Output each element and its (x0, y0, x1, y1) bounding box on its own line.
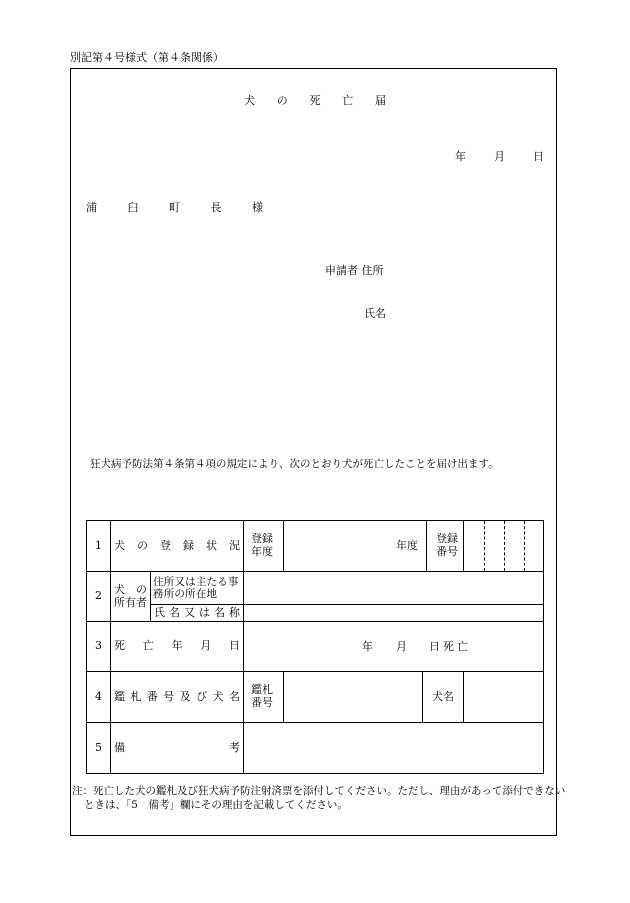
note-line-2: ときは、「5 備考」欄にその理由を記載してください。 (84, 799, 348, 811)
digit-divider (504, 521, 505, 571)
tag-and-name-label: 鑑 札 番 号 及 び 犬 名 (111, 672, 244, 723)
header-ref: 別記第４号様式（第４条関係） (70, 51, 224, 64)
death-date-label: 死 亡 年 月 日 (111, 622, 244, 672)
remarks-label: 備 考 (111, 723, 244, 774)
death-date-field[interactable]: 年 月 日 死 亡 (244, 622, 544, 672)
dog-death-table (86, 520, 544, 774)
recipient: 浦 臼 町 長 様 (86, 201, 263, 214)
owner-address-label: 住所又は主たる事務所の所在地 (151, 572, 244, 605)
owner-name-field[interactable] (244, 605, 544, 622)
applicant-name-label: 氏名 (364, 307, 386, 320)
row-3-number: 3 (87, 622, 111, 672)
applicant-address-label: 申請者 住所 (325, 264, 384, 277)
statement: 狂犬病予防法第４条第４項の規定により、次のとおり犬が死亡したことを届け出ます。 (90, 458, 499, 470)
form-title: 犬 の 死 亡 届 (244, 94, 386, 107)
tag-number-field[interactable] (284, 672, 423, 723)
registration-number-label: 登録番号 (427, 521, 464, 572)
submission-date: 年 月 日 (455, 150, 544, 163)
owner-address-field[interactable] (244, 572, 544, 605)
registration-year-label: 登録年度 (244, 521, 284, 572)
dog-name-field[interactable] (464, 672, 544, 723)
owner-name-label: 氏 名 又 は 名 称 (151, 605, 244, 622)
registration-status-label: 犬 の 登 録 状 況 (111, 521, 244, 572)
digit-divider (484, 521, 485, 571)
digit-divider (524, 521, 525, 571)
row-4-number: 4 (87, 672, 111, 723)
dog-name-label: 犬名 (423, 672, 464, 723)
row-2-number: 2 (87, 572, 111, 622)
owner-label: 犬 の 所 有 者 (111, 572, 151, 622)
remarks-field[interactable] (244, 723, 544, 774)
row-1-number: 1 (87, 521, 111, 572)
note-line-1: 注：死亡した犬の鑑札及び狂犬病予防注射済票を添付してください。ただし、理由があって添付できない (72, 785, 566, 797)
tag-number-label: 鑑札番号 (244, 672, 284, 723)
registration-number-field[interactable] (464, 521, 544, 572)
registration-year-field[interactable]: 年度 (284, 521, 427, 572)
row-5-number: 5 (87, 723, 111, 774)
